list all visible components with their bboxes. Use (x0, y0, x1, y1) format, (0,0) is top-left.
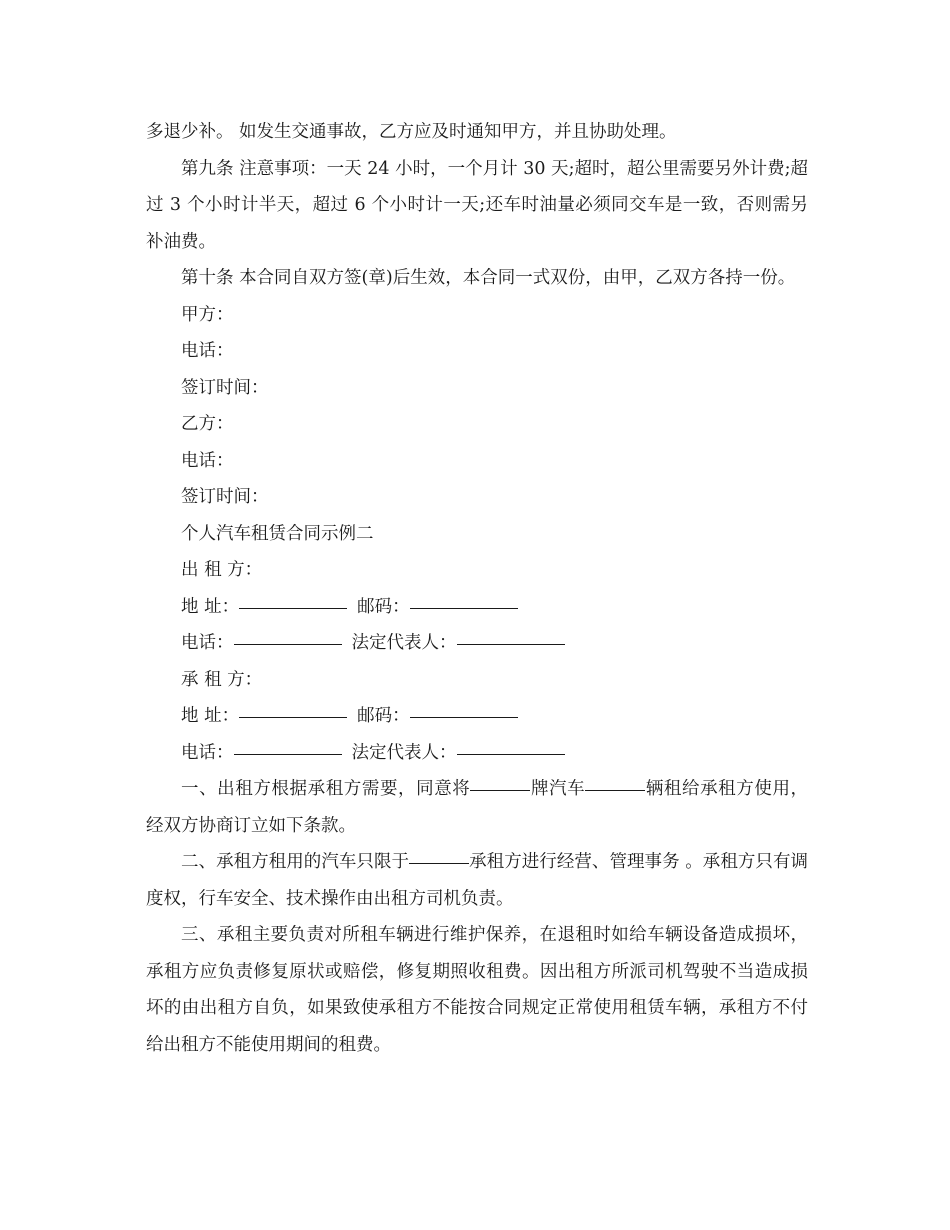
lessee-rep-label: 法定代表人： (351, 742, 457, 763)
article-10-paragraph: 第十条 本合同自双方签(章)后生效，本合同一式双份，由甲，乙双方各持一份。 (181, 268, 796, 288)
clause-1-text-b: 牌汽车 (530, 779, 586, 799)
party-a-sign-time-label: 签订时间： (181, 377, 269, 398)
lessor-phone-row (146, 625, 808, 662)
lessor-rep-label: 法定代表人： (351, 633, 457, 653)
lessee-phone-blank (234, 736, 342, 755)
lessor-postcode-label: 邮码： (357, 596, 410, 617)
vehicle-count-blank (585, 772, 645, 791)
lessee-postcode-blank (410, 699, 518, 718)
clause-2-text-a: 二、承租方租用的汽车只限于 (181, 852, 410, 872)
lessee-postcode-label: 邮码： (357, 706, 410, 726)
lessor-phone-blank (234, 626, 342, 645)
party-a-phone-label: 电话： (181, 341, 234, 361)
clause-2-text-b: 承租方进行经营、管理事务 。承租方只有调度权，行车安全、技术操作由出租方司机负责。 (146, 852, 809, 909)
lessor-address-blank (239, 590, 347, 609)
clause-1-text-c: 辆租给承租方使用，经双方协商订立如下条款。 (146, 779, 809, 836)
lessee-phone-label: 电话： (181, 742, 234, 763)
party-b-label: 乙方： (181, 414, 234, 434)
lessee-phone-row (146, 735, 808, 772)
clause-2-paragraph (146, 844, 808, 917)
lessee-label: 承 租 方： (181, 669, 263, 690)
lessor-rep-blank (457, 626, 565, 645)
lessor-phone-label: 电话： (181, 633, 234, 653)
usage-scope-blank (409, 845, 469, 864)
plate-number-blank (470, 772, 530, 791)
lessee-address-row (146, 698, 808, 735)
article-9-paragraph: 第九条 注意事项：一天 24 小时，一个月计 30 天;超时，超公里需要另外计费;超过 3 个小时计半天，超过 6 个小时计一天;还车时油量必须同交车是一致，否则需另 补油费。 (146, 158, 808, 252)
paragraph-continuation: 多退少补。 如发生交通事故，乙方应及时通知甲方，并且协助处理。 (146, 122, 677, 142)
party-a-label: 甲方： (181, 304, 234, 325)
document-body (146, 114, 808, 1063)
clause-1-text-a: 一、出租方根据承租方需要，同意将 (181, 779, 471, 799)
lessor-postcode-blank (410, 590, 518, 609)
clause-1-paragraph (146, 771, 808, 844)
lessee-address-label: 地 址： (181, 706, 240, 726)
example-title: 个人汽车租赁合同示例二 (181, 523, 374, 544)
lessor-address-label: 地 址： (181, 596, 240, 617)
clause-3-paragraph: 三、承租主要负责对所租车辆进行维护保养，在退租时如给车辆设备造成损坏，承租方应负责修复原状或赔偿，修复期照收租费。因出租方所派司机驾驶不当造成损坏的由出租方自负，如果致使承租方不能按合同规定正常使用租赁车辆，承租方不付给出租方不能使用期间的租费。 (146, 925, 808, 1055)
party-b-phone-label: 电话： (181, 450, 234, 471)
lessor-label: 出 租 方： (181, 560, 263, 580)
party-b-sign-time-label: 签订时间： (181, 487, 269, 507)
lessee-address-blank (239, 699, 347, 718)
lessor-address-row (146, 589, 808, 626)
lessee-rep-blank (457, 736, 565, 755)
